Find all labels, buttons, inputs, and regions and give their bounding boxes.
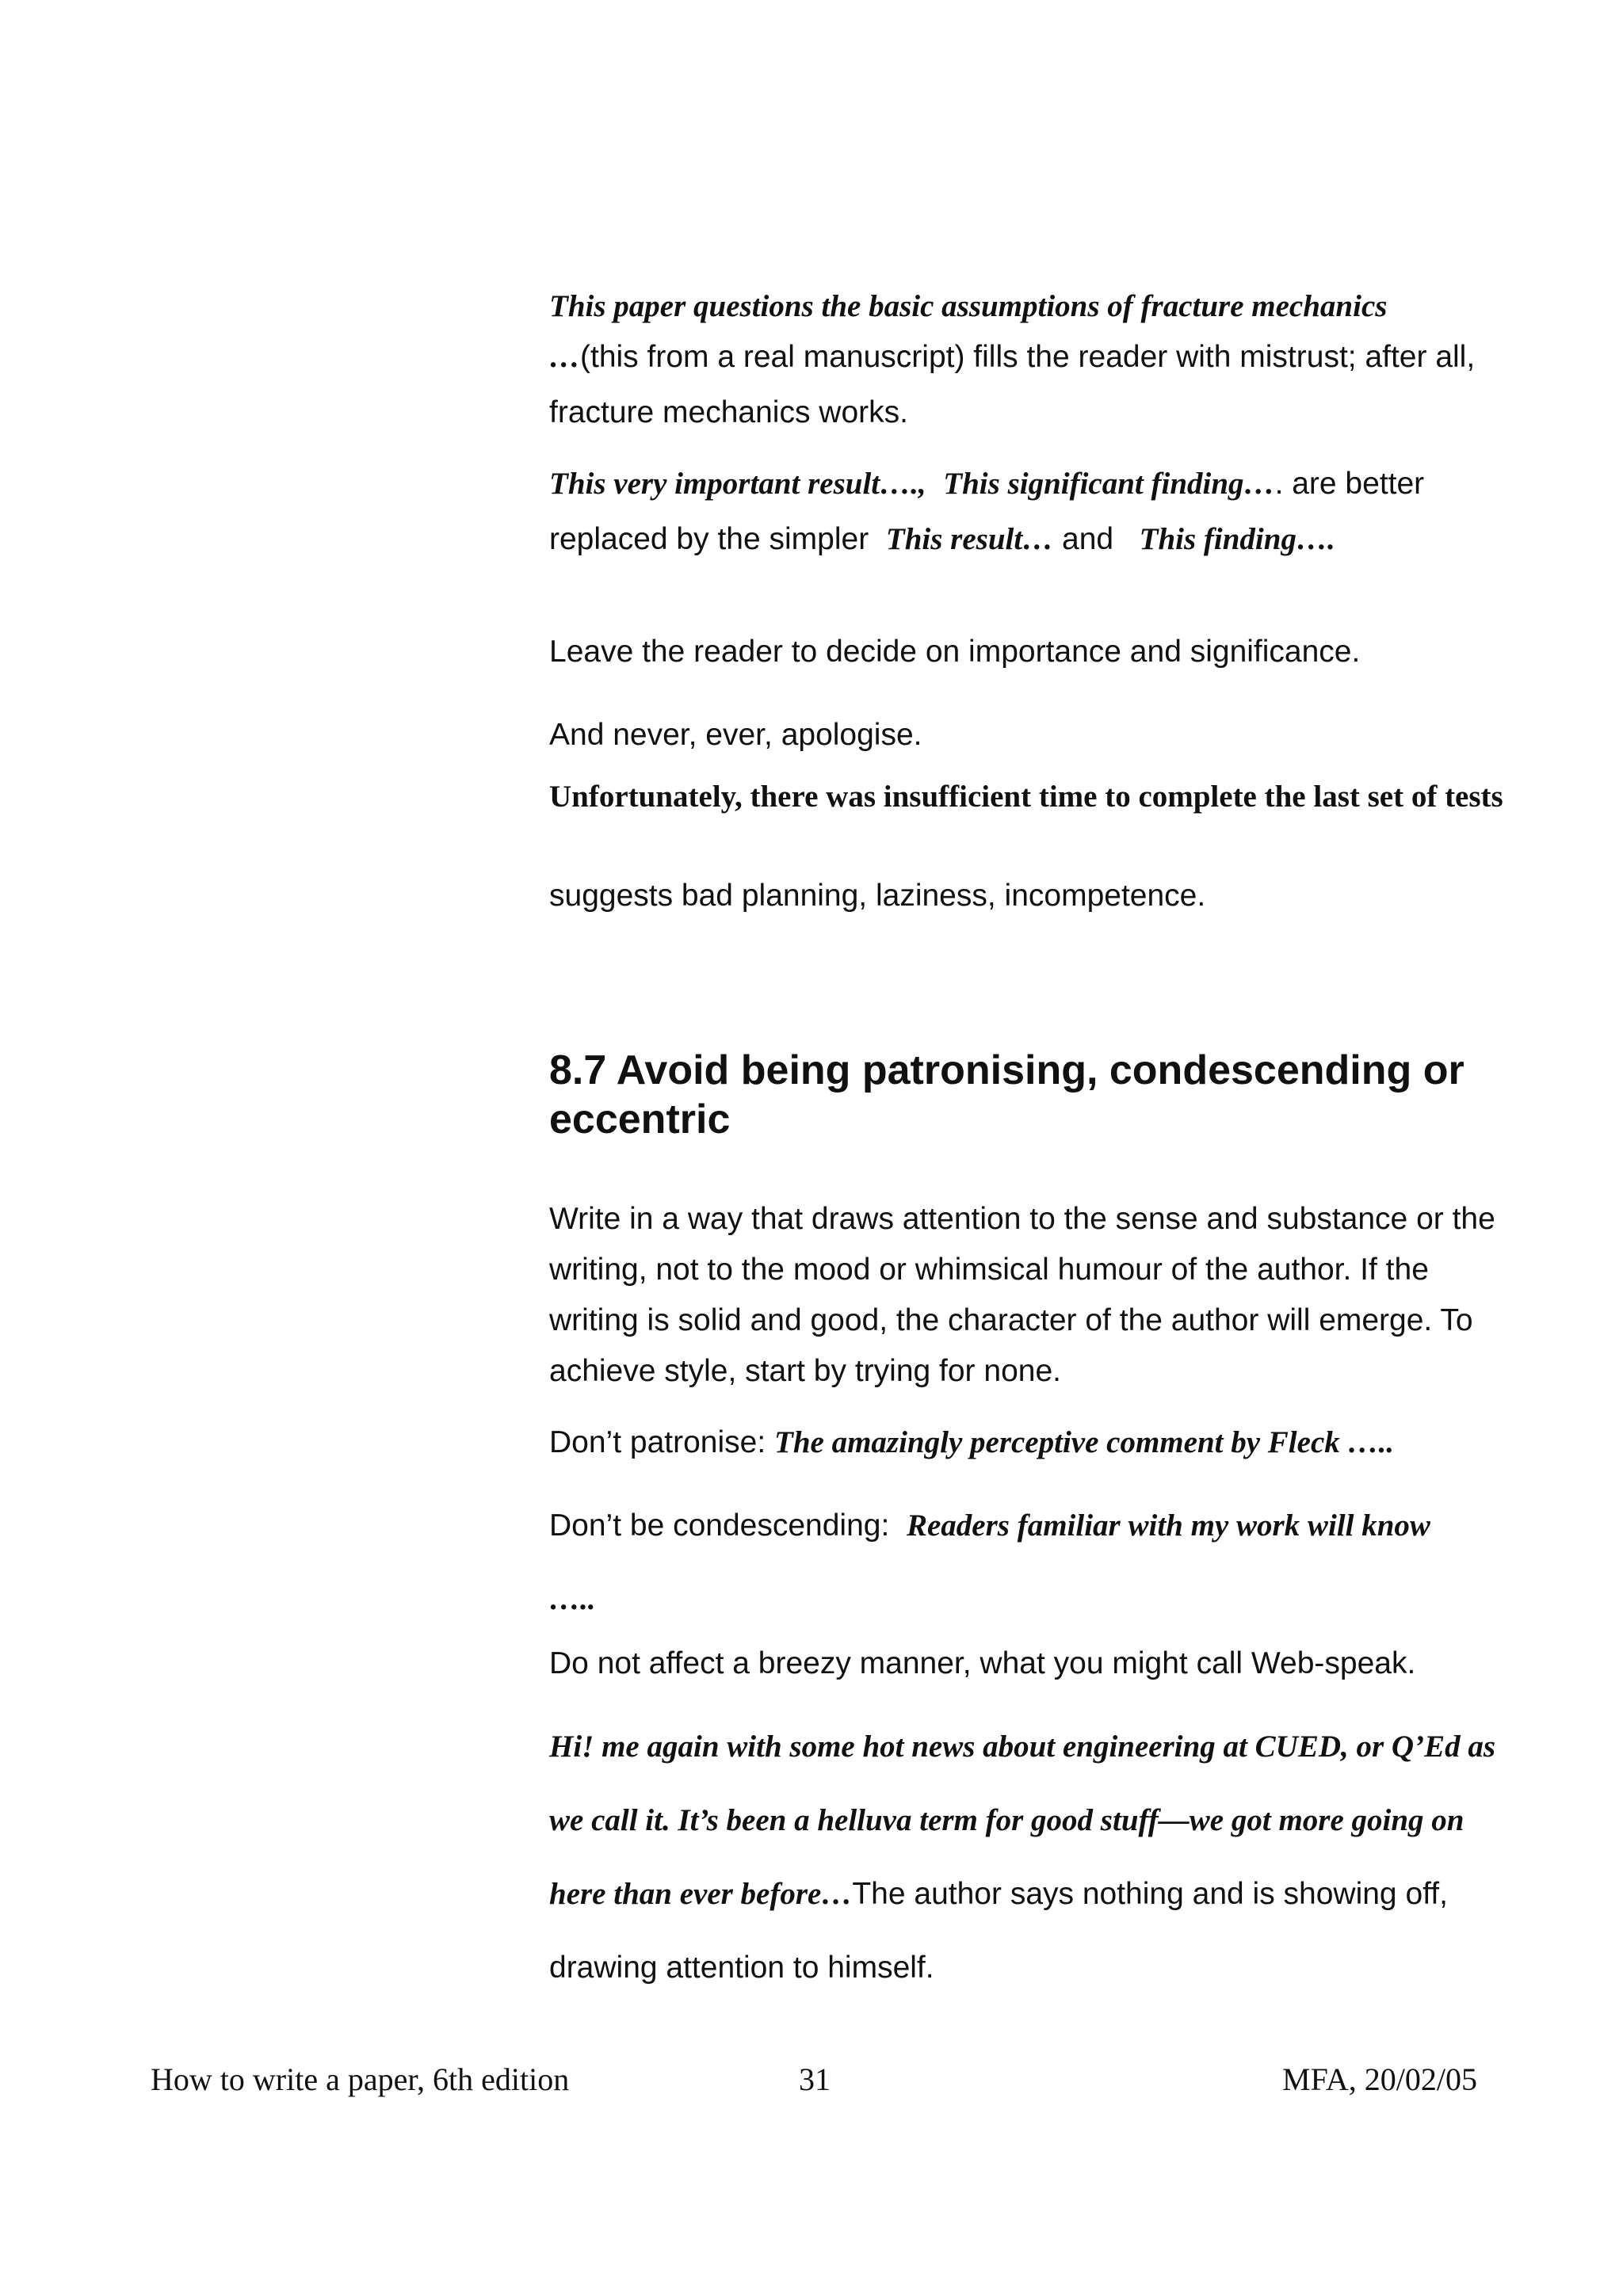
example-quote: This significant finding… — [943, 467, 1275, 501]
paragraph-dont-condescend — [549, 1489, 1516, 1636]
ellipsis: … — [549, 340, 580, 374]
page-number: 31 — [799, 2061, 831, 2097]
footer-title: How to write a paper, 6th edition — [151, 2061, 570, 2097]
example-quote: This result… — [885, 522, 1054, 556]
example-unfortunately: Unfortunately, there was insufficient time to complete the last set of tests — [549, 780, 1503, 814]
paragraph-write-in-a-way: Write in a way that draws attention to the sense and substance or the writing, not to the mood or whimsical humour of the author. If the writing is solid and good, the character of the author will emerge. To achieve style, start by trying for none. — [549, 1202, 1495, 1388]
section-heading: 8.7 Avoid being patronising, condescending or eccentric — [549, 1047, 1465, 1142]
paragraph-web-speak-example — [549, 1710, 1516, 2004]
paragraph-leave-reader: Leave the reader to decide on importance and significance. — [549, 635, 1361, 669]
example-quote: This very important result…., — [549, 467, 926, 501]
example-quote: This finding…. — [1139, 522, 1335, 556]
paragraph-body: and — [1062, 522, 1114, 556]
example-quote: The amazingly perceptive comment by Fleck ….. — [774, 1425, 1394, 1459]
paragraph-breezy-manner: Do not affect a breezy manner, what you might call Web-speak. — [549, 1646, 1416, 1680]
paragraph-bad-planning: suggests bad planning, laziness, incompetence. — [549, 879, 1206, 913]
example-quote: Hi! me again with some hot news about engineering at CUED, or Q’Ed as we call it. It’s been a helluva term for good stuff—we got more going on here than ever before… — [549, 1730, 1496, 1911]
paragraph-body: (this from a real manuscript) fills the reader with mistrust; after all, fracture mechanics works. — [549, 340, 1476, 429]
example-quote: This paper questions the basic assumptions of fracture mechanics — [549, 289, 1388, 323]
paragraph-body: Don’t patronise: — [549, 1425, 766, 1459]
paragraph-body: The author says nothing and is showing off, drawing attention to himself. — [549, 1877, 1448, 1985]
ellipsis: ….. — [549, 1582, 596, 1616]
paragraph-dont-patronise — [549, 1415, 1516, 1470]
paragraph-body: . are better replaced by the simpler — [549, 467, 1425, 556]
paragraph-fracture-mechanics — [549, 282, 1516, 441]
paragraph-text — [549, 330, 1516, 441]
paragraph-body: Don’t be condescending: — [549, 1508, 890, 1543]
footer-author-date: MFA, 20/02/05 — [1282, 2061, 1477, 2097]
paragraph-important-result — [549, 456, 1516, 567]
example-quote: Readers familiar with my work will know — [906, 1508, 1430, 1543]
paragraph-never-apologise: And never, ever, apologise. — [549, 718, 922, 752]
